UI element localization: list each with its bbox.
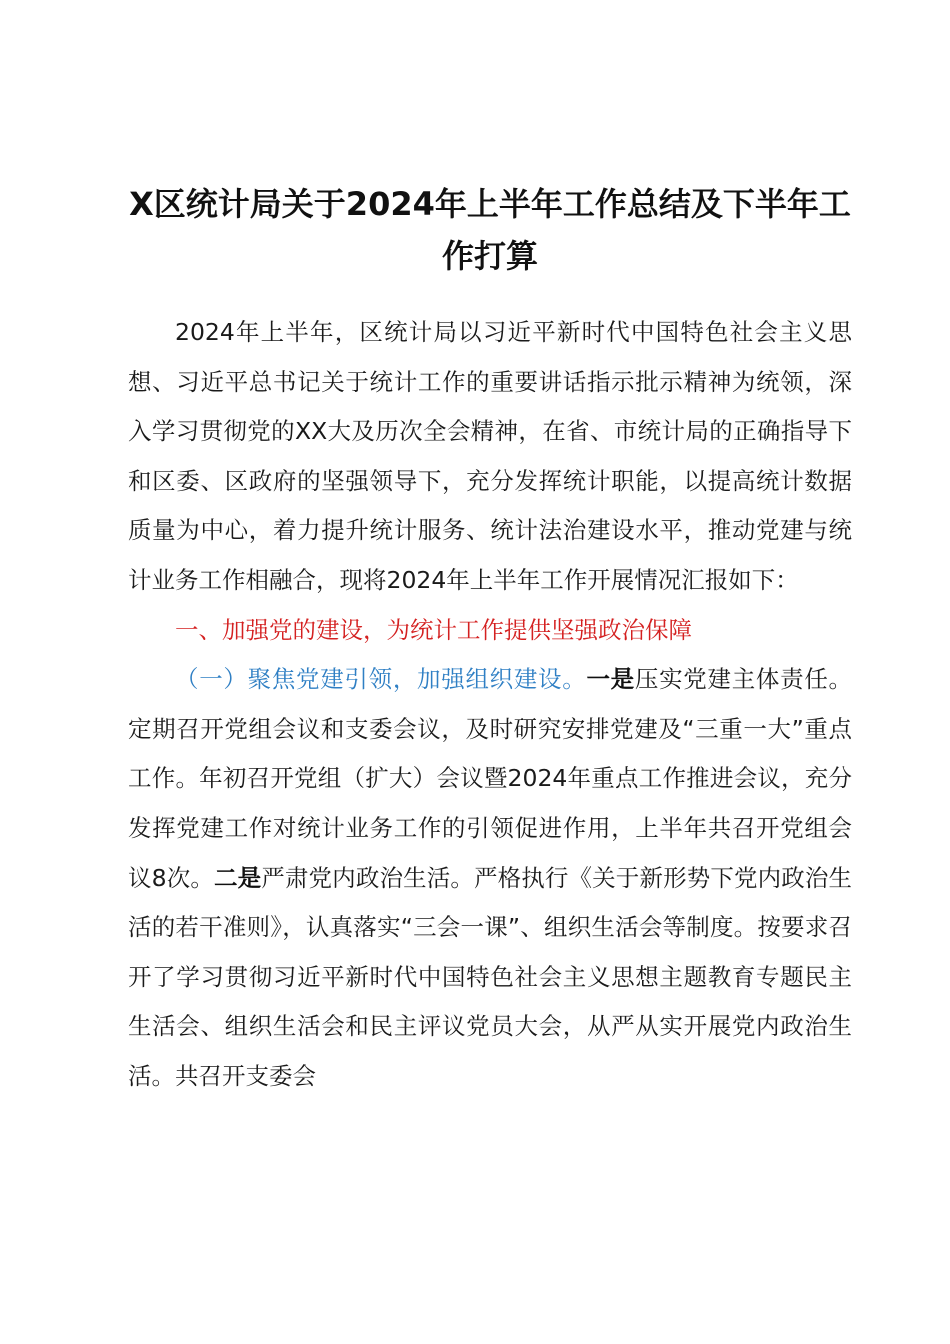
point-lead-1: 一是 bbox=[586, 665, 635, 694]
subsection-paragraph-1 bbox=[128, 655, 852, 1101]
point-lead-2: 二是 bbox=[214, 863, 262, 892]
point-text-1: 压实党建主体责任。定期召开党组会议和支委会议，及时研究安排党建及“三重一大”重点工作。年初召开党组（扩大）会议暨2024年重点工作推进会议，充分发挥党建工作对统计业务工作的引领促进作用，上半年共召开党组会议8次。 bbox=[128, 665, 853, 892]
document-page bbox=[128, 178, 852, 1102]
subsection-heading-1: （一）聚焦党建引领，加强组织建设。 bbox=[175, 665, 587, 694]
document-title: X区统计局关于2024年上半年工作总结及下半年工作打算 bbox=[129, 185, 851, 275]
document-body bbox=[128, 308, 852, 1102]
point-text-2: 严肃党内政治生活。严格执行《关于新形势下党内政治生活的若干准则》，认真落实“三会一课”、组织生活会等制度。按要求召开了学习贯彻习近平新时代中国特色社会主义思想主题教育专题民主生活会、组织生活会和民主评议党员大会，从严从实开展党内政治生活。共召开支委会 bbox=[128, 863, 853, 1090]
section-heading-1: 一、加强党的建设，为统计工作提供坚强政治保障 bbox=[175, 615, 692, 644]
intro-paragraph: 2024年上半年，区统计局以习近平新时代中国特色社会主义思想、习近平总书记关于统计工作的重要讲话指示批示精神为统领，深入学习贯彻党的XX大及历次全会精神，在省、市统计局的正确指导下和区委、区政府的坚强领导下，充分发挥统计职能，以提高统计数据质量为中心，着力提升统计服务、统计法治建设水平，推动党建与统计业务工作相融合，现将2024年上半年工作开展情况汇报如下： bbox=[128, 318, 852, 594]
